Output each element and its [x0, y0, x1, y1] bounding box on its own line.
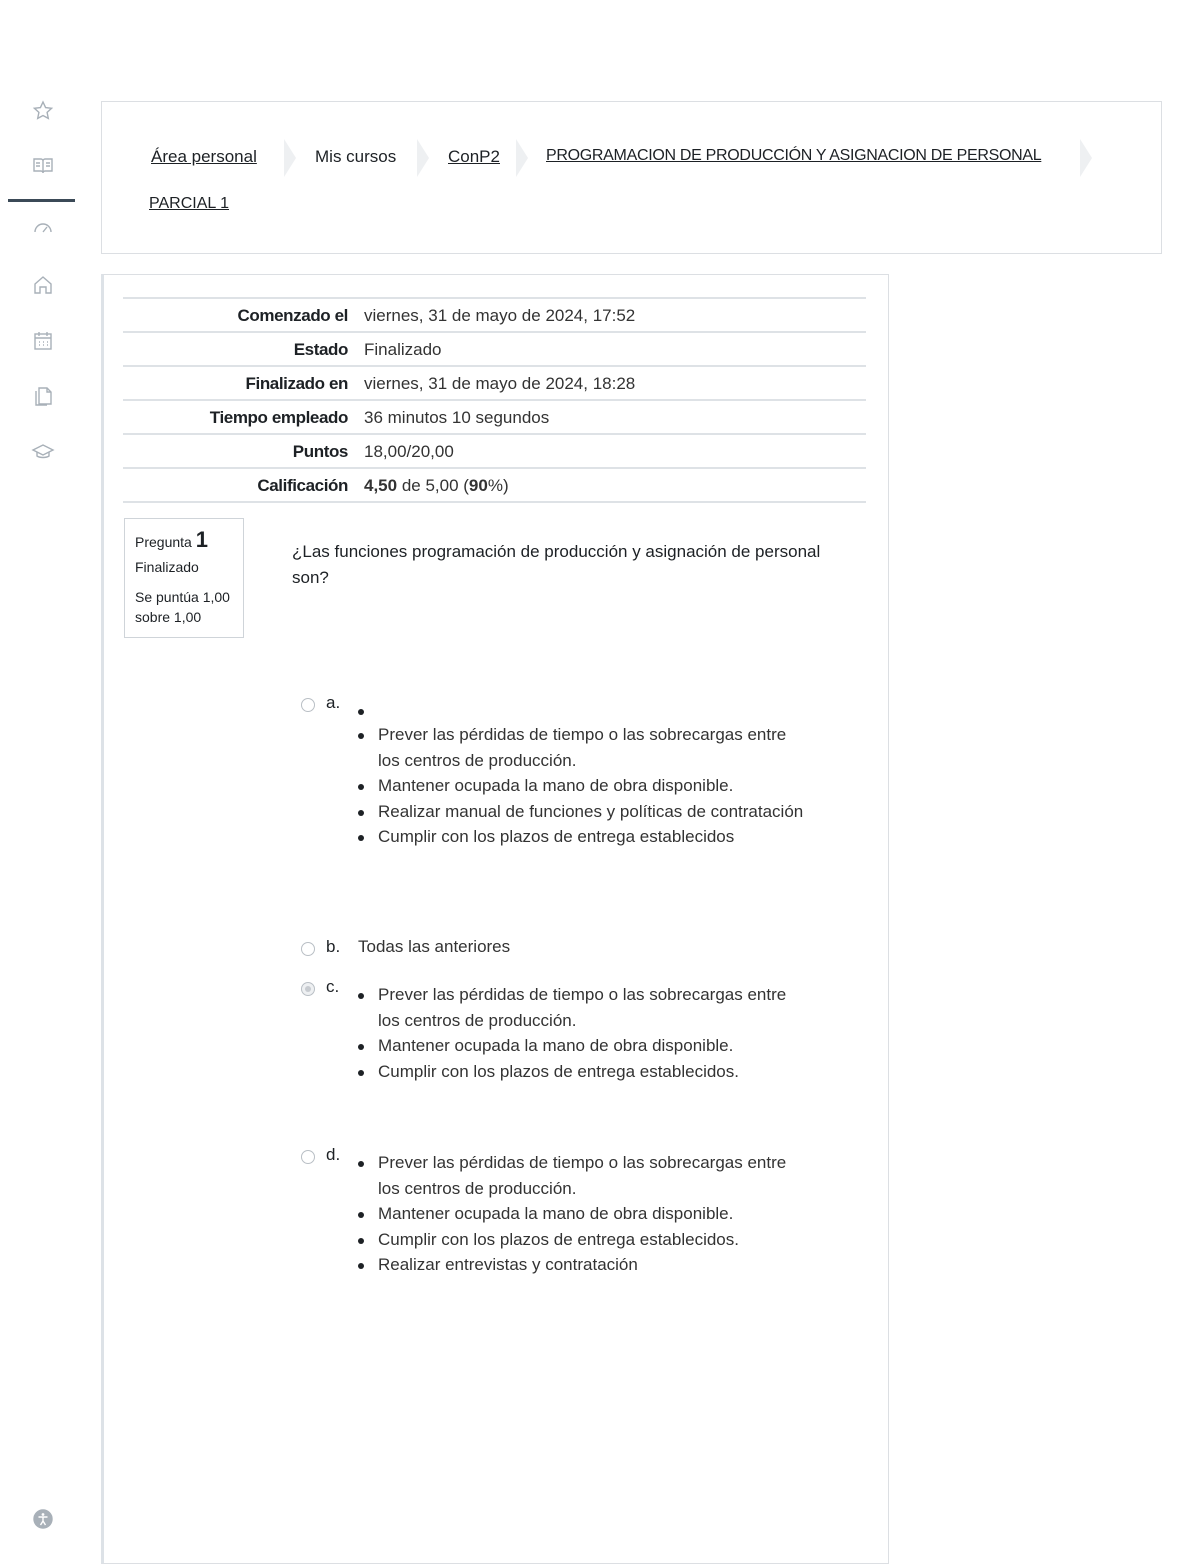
radio-d[interactable] [301, 1150, 315, 1164]
active-indicator [8, 199, 75, 202]
radio-b[interactable] [301, 942, 315, 956]
grade-percent: 90 [468, 476, 488, 495]
breadcrumb-separator [516, 139, 528, 177]
table-row [123, 366, 866, 400]
left-icon-rail [0, 0, 86, 1553]
attempt-summary-table [123, 297, 866, 503]
summary-label: Calificación [257, 476, 348, 495]
question-number: 1 [195, 527, 208, 552]
list-item: Prever las pérdidas de tiempo o las sobrecargas entre los centros de producción. [357, 982, 807, 1033]
question-text: ¿Las funciones programación de producción y asignación de personal son? [292, 542, 821, 587]
list-item: Prever las pérdidas de tiempo o las sobrecargas entre los centros de producción. [357, 1150, 807, 1201]
list-item: Cumplir con los plazos de entrega establecidos. [357, 1227, 807, 1253]
summary-value: viernes, 31 de mayo de 2024, 17:52 [364, 306, 636, 325]
option-letter: c. [326, 977, 340, 996]
summary-label: Tiempo empleado [209, 408, 348, 427]
grade-suffix: %) [487, 476, 509, 495]
list-item: Mantener ocupada la mano de obra disponible. [357, 1033, 807, 1059]
summary-value: viernes, 31 de mayo de 2024, 18:28 [364, 374, 636, 393]
table-row [123, 434, 866, 468]
breadcrumb-course[interactable]: ConP2 [448, 147, 500, 166]
list-item: Realizar entrevistas y contratación [357, 1252, 807, 1278]
option-text: Todas las anteriores [358, 937, 511, 956]
graduation-cap-icon[interactable] [29, 438, 57, 466]
home-icon[interactable] [29, 271, 57, 299]
grade-value [356, 468, 866, 502]
option-letter: d. [326, 1145, 341, 1164]
list-item: Cumplir con los plazos de entrega establecidos. [357, 1059, 807, 1085]
breadcrumb-quiz[interactable]: PARCIAL 1 [149, 195, 230, 212]
list-item: Mantener ocupada la mano de obra disponible. [357, 1201, 807, 1227]
table-row [123, 332, 866, 366]
breadcrumb-area-personal[interactable]: Área personal [151, 147, 257, 166]
table-row [123, 298, 866, 332]
option-list [357, 1150, 807, 1278]
calendar-icon[interactable] [29, 327, 57, 355]
table-row [123, 468, 866, 502]
dashboard-icon[interactable] [29, 214, 57, 242]
option-letter: b. [326, 937, 341, 956]
summary-value: Finalizado [364, 340, 442, 359]
question-mark: Se puntúa 1,00 sobre 1,00 [135, 589, 230, 625]
radio-a[interactable] [301, 698, 315, 712]
breadcrumb [101, 101, 1162, 254]
summary-label: Estado [293, 340, 348, 359]
breadcrumb-separator [284, 139, 296, 177]
list-item: Realizar manual de funciones y políticas de contratación [357, 799, 807, 825]
list-item: Mantener ocupada la mano de obra disponible. [357, 773, 807, 799]
breadcrumb-mis-cursos: Mis cursos [315, 147, 397, 166]
summary-label: Finalizado en [245, 374, 348, 393]
summary-value: 36 minutos 10 segundos [364, 408, 550, 427]
list-item [357, 698, 807, 722]
breadcrumb-section[interactable]: PROGRAMACION DE PRODUCCIÓN Y ASIGNACION DE PERSONAL [546, 147, 1042, 164]
table-row [123, 400, 866, 434]
list-item: Prever las pérdidas de tiempo o las sobrecargas entre los centros de producción. [357, 722, 807, 773]
book-icon[interactable] [29, 152, 57, 180]
star-icon[interactable] [29, 97, 57, 125]
question-prefix: Pregunta [135, 534, 192, 550]
files-icon[interactable] [29, 382, 57, 410]
summary-label: Puntos [292, 442, 348, 461]
list-item: Cumplir con los plazos de entrega establecidos [357, 824, 807, 850]
question-state: Finalizado [135, 559, 199, 575]
question-info [124, 518, 244, 638]
accessibility-icon[interactable] [29, 1505, 57, 1533]
option-list [357, 698, 807, 850]
grade-score: 4,50 [364, 476, 398, 495]
radio-c[interactable] [301, 982, 315, 996]
grade-middle: de 5,00 ( [397, 476, 469, 495]
option-list [357, 982, 807, 1084]
option-letter: a. [326, 693, 341, 712]
breadcrumb-separator [1080, 139, 1092, 177]
summary-value: 18,00/20,00 [364, 442, 454, 461]
breadcrumb-separator [417, 139, 429, 177]
summary-label: Comenzado el [237, 306, 348, 325]
